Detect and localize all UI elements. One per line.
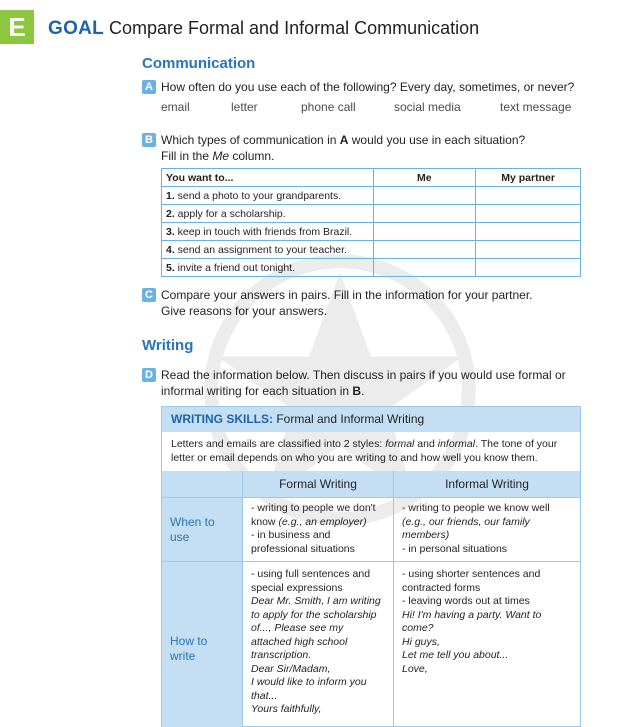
section-badge: E <box>0 10 34 44</box>
situations-table <box>161 168 581 277</box>
partner-cell[interactable] <box>476 205 581 223</box>
informal-writing-header: Informal Writing <box>394 471 580 497</box>
formal-how-cell: - using full sentences and special expressions Dear Mr. Smith, I am writing to apply for the scholarship of..., Please see my attached high school transcription. Dear Sir/Madam, I would like to inform you that... Yours faithfully, <box>251 568 381 715</box>
how-to-write-label: How to write <box>162 562 242 727</box>
activity-badge-b: B <box>142 133 156 147</box>
me-cell[interactable] <box>373 223 476 241</box>
me-cell[interactable] <box>373 187 476 205</box>
instruction-c: Compare your answers in pairs. Fill in the information for your partner. Give reasons for your answers. <box>161 288 533 318</box>
table-row: 5. invite a friend out tonight. <box>162 259 581 277</box>
activity-badge-c: C <box>142 288 156 302</box>
option-email: email <box>161 100 190 114</box>
partner-cell[interactable] <box>476 259 581 277</box>
goal-label: GOAL <box>48 18 105 39</box>
formal-when-cell: - writing to people we don't know (e.g., an employer) - in business and professional situations <box>251 502 376 555</box>
activity-badge-a: A <box>142 80 156 94</box>
option-phone-call: phone call <box>301 100 356 114</box>
goal-title: Compare Formal and Informal Communication <box>109 18 480 38</box>
writing-heading: Writing <box>142 337 194 354</box>
table-row: 2. apply for a scholarship. <box>162 205 581 223</box>
option-text-message: text message <box>500 100 572 114</box>
writing-skills-intro: Letters and emails are classified into 2 styles: formal and informal. The tone of your letter or email depends on who you are writing to and how well you know them. <box>171 438 558 464</box>
me-cell[interactable] <box>373 259 476 277</box>
table-header: My partner <box>476 169 581 187</box>
when-to-use-label: When to use <box>162 498 242 561</box>
question-b: Which types of communication in A would you use in each situation? Fill in the Me column. <box>161 133 526 163</box>
table-row: 4. send an assignment to your teacher. <box>162 241 581 259</box>
me-cell[interactable] <box>373 241 476 259</box>
writing-skills-heading: WRITING SKILLS: Formal and Informal Writing <box>162 407 580 432</box>
activity-badge-d: D <box>142 368 156 382</box>
writing-skills-box <box>161 406 581 727</box>
table-row: 3. keep in touch with friends from Brazil. <box>162 223 581 241</box>
table-header: Me <box>373 169 476 187</box>
instruction-d: Read the information below. Then discuss in pairs if you would use formal or informal writing for each situation in B. <box>161 368 566 398</box>
communication-heading: Communication <box>142 55 256 72</box>
table-row: 1. send a photo to your grandparents. <box>162 187 581 205</box>
partner-cell[interactable] <box>476 241 581 259</box>
question-a: How often do you use each of the following? Every day, sometimes, or never? <box>161 80 575 94</box>
informal-how-cell: - using shorter sentences and contracted forms - leaving words out at times Hi! I'm having a party. Want to come? Hi guys, Let me tell you about... Love, <box>402 568 542 675</box>
formal-writing-header: Formal Writing <box>243 471 393 497</box>
option-social-media: social media <box>394 100 461 114</box>
informal-when-cell: - writing to people we know well (e.g., our friends, our family members) - in personal situations <box>402 502 550 555</box>
partner-cell[interactable] <box>476 223 581 241</box>
table-header: You want to... <box>162 169 374 187</box>
option-letter: letter <box>231 100 258 114</box>
me-cell[interactable] <box>373 205 476 223</box>
partner-cell[interactable] <box>476 187 581 205</box>
